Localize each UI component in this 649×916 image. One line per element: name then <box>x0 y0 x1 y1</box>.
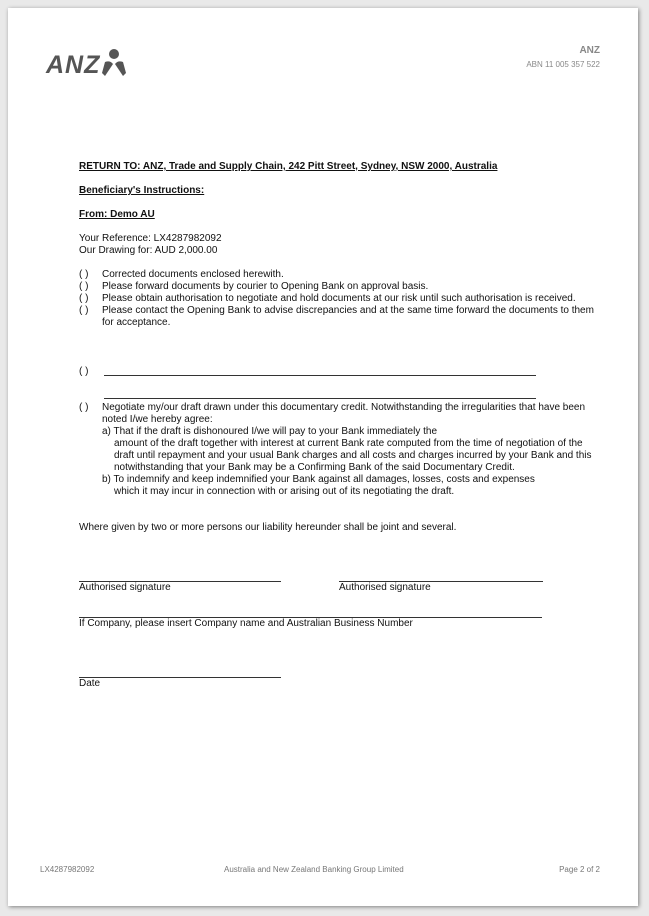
blank-option-checkbox: ( ) <box>79 366 89 377</box>
footer-bank-name: Australia and New Zealand Banking Group Limited <box>224 865 404 874</box>
header-company-name: ANZ <box>579 45 600 56</box>
blank-option-line <box>104 375 536 376</box>
option-item: ( ) Please obtain authorisation to negotiate and hold documents at our risk until such authorisation is received. <box>79 293 576 304</box>
option-checkbox: ( ) <box>79 269 89 280</box>
liability-statement: Where given by two or more persons our liability hereunder shall be joint and several. <box>79 522 457 533</box>
date-label: Date <box>79 678 101 689</box>
clause-b: b) To indemnify and keep indemnified your Bank against all damages, losses, costs and expenses which it may incur in connection with or arising out of its negotiating the draft. <box>102 474 535 497</box>
option-item: ( ) Please contact the Opening Bank to advise discrepancies and at the same time forward the documents to them for acceptance. <box>79 305 594 328</box>
drawing-line: Our Drawing for: AUD 2,000.00 <box>79 245 218 256</box>
reference-line: Your Reference: LX4287982092 <box>79 233 222 244</box>
option-item: ( ) Please forward documents by courier to Opening Bank on approval basis. <box>79 281 429 292</box>
company-label: If Company, please insert Company name and Australian Business Number <box>79 618 413 629</box>
footer-page-number: Page 2 of 2 <box>559 865 600 874</box>
option-checkbox: ( ) <box>79 305 89 316</box>
option-checkbox: ( ) <box>79 281 89 292</box>
from-line: From: Demo AU <box>79 209 155 220</box>
option-checkbox: ( ) <box>79 293 89 304</box>
footer-reference: LX4287982092 <box>40 865 95 874</box>
anz-logo-text: ANZ <box>46 50 101 79</box>
clause-a: a) That if the draft is dishonoured I/we will pay to your Bank immediately the amount of the draft together with interest at current Bank rate computed from the time of negotiation of the draft until repayment and your usual Bank charges and all costs and charges incurred by your Bank and this notwithstanding that your Bank may be a Confirming Bank of the said Documentary Credit. <box>102 426 592 473</box>
beneficiary-heading: Beneficiary's Instructions: <box>79 185 205 196</box>
negotiate-text: Negotiate my/our draft drawn under this documentary credit. Notwithstanding the irregularities that have been noted I/we hereby agree: <box>102 402 586 425</box>
signature-label-1: Authorised signature <box>79 582 171 593</box>
option-item: ( ) Corrected documents enclosed herewith. <box>79 269 284 280</box>
instruction-options <box>79 269 599 329</box>
anz-logo <box>46 52 127 78</box>
blank-option-line-2 <box>104 398 536 399</box>
anz-people-icon <box>101 48 127 78</box>
return-to-address: RETURN TO: ANZ, Trade and Supply Chain, 242 Pitt Street, Sydney, NSW 2000, Australia <box>79 161 498 172</box>
signature-label-2: Authorised signature <box>339 582 431 593</box>
negotiate-option <box>79 402 604 498</box>
option-checkbox: ( ) <box>79 402 89 413</box>
header-abn: ABN 11 005 357 522 <box>526 60 600 69</box>
document-page <box>8 8 638 906</box>
